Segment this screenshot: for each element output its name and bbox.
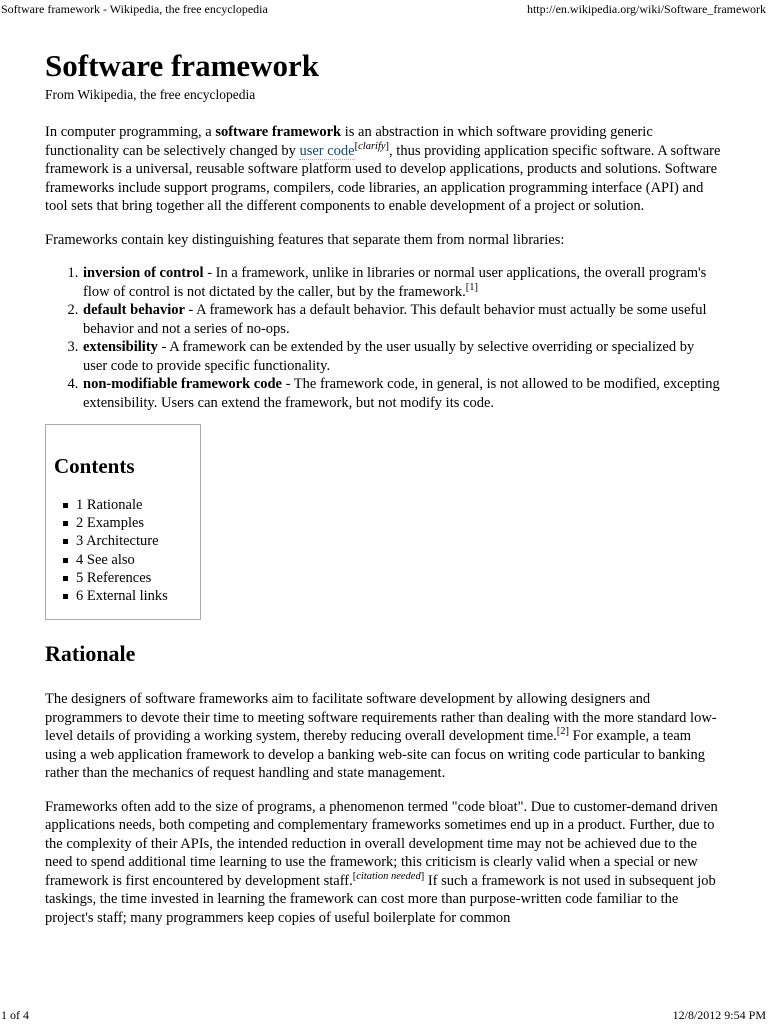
toc-item-rationale[interactable]: 1 Rationale	[76, 496, 200, 514]
table-of-contents	[45, 424, 201, 620]
rationale-paragraph-2: Frameworks often add to the size of programs, a phenomenon termed "code bloat". Due to customer-demand driven applications needs, both competing and complementary frameworks sometimes end up in a product. Further, due to the complexity of their APIs, the intended reduction in overall development time may not be achieved due to the need to spend additional time learning to use the framework; this criticism is clearly valid when a special or new framework is first encountered by development staff.[citation needed] If such a framework is not used in subsequent job taskings, the time invested in learning the framework can cost more than purpose-written code familiar to the project's staff; many programmers keep copies of useful boilerplate for common	[45, 798, 718, 926]
page-tagline: From Wikipedia, the free encyclopedia	[45, 87, 256, 102]
bold-term: software framework	[215, 124, 342, 140]
features-list	[45, 264, 722, 412]
list-item: 4. non-modifiable framework code - The framework code, in general, is not allowed to be modified, excepting extensibility. Users can extend the framework, but not modify its code.	[82, 375, 722, 412]
toc-item-references[interactable]: 5 References	[76, 569, 200, 587]
features-intro: Frameworks contain key distinguishing features that separate them from normal libraries:	[45, 231, 565, 248]
toc-item-see-also[interactable]: 4 See also	[76, 551, 200, 569]
clarify-note[interactable]: [clarify]	[354, 140, 390, 152]
intro-paragraph: In computer programming, a software framework is an abstraction in which software providing generic functionality can be selectively changed by user code[clarify], thus providing application specific software. A software framework is a universal, reusable software platform used to develop applications, products and solutions. Software frameworks include support programs, compilers, code libraries, an application programming interface (API) and tool sets that bring together all the different components to enable development of a project or solution.	[45, 124, 721, 214]
list-item: 2. default behavior - A framework has a default behavior. This default behavior must actually be some useful behavior and not a series of no-ops.	[82, 301, 722, 338]
page-title: Software framework	[45, 48, 320, 83]
page-count: 1 of 4	[1, 1008, 29, 1022]
print-footer	[0, 1006, 768, 1024]
print-url: http://en.wikipedia.org/wiki/Software_framework	[526, 2, 766, 16]
reference-link[interactable]: [2]	[556, 726, 570, 738]
toc-item-examples[interactable]: 2 Examples	[76, 514, 200, 532]
toc-list	[54, 496, 200, 605]
print-datetime: 12/8/2012 9:54 PM	[672, 1008, 766, 1022]
toc-item-architecture[interactable]: 3 Architecture	[76, 532, 200, 550]
citation-needed-note[interactable]: [citation needed]	[352, 870, 425, 882]
reference-link[interactable]: [1]	[465, 281, 478, 293]
list-item: 1. inversion of control - In a framework, unlike in libraries or normal user applications, the overall program's flow of control is not dictated by the caller, but by the framework.[1]	[82, 264, 722, 301]
rationale-paragraph-1: The designers of software frameworks aim to facilitate software development by allowing designers and programmers to devote their time to meeting software requirements rather than dealing with the more standard low-level details of providing a working system, thereby reducing overall development time.[2] For example, a team using a web application framework to develop a banking web-site can focus on writing code particular to banking rather than the mechanics of request handling and state management.	[45, 691, 717, 782]
article-content	[45, 46, 722, 942]
list-item: 3. extensibility - A framework can be extended by the user usually by selective overriding or specialized by user code to provide specific functionality.	[82, 338, 722, 375]
print-page-title: Software framework - Wikipedia, the free encyclopedia	[1, 2, 268, 16]
toc-title: Contents	[54, 454, 135, 478]
toc-item-external-links[interactable]: 6 External links	[76, 587, 200, 605]
user-code-link[interactable]: user code	[299, 142, 355, 159]
print-header	[0, 0, 768, 18]
rationale-heading: Rationale	[45, 641, 136, 667]
